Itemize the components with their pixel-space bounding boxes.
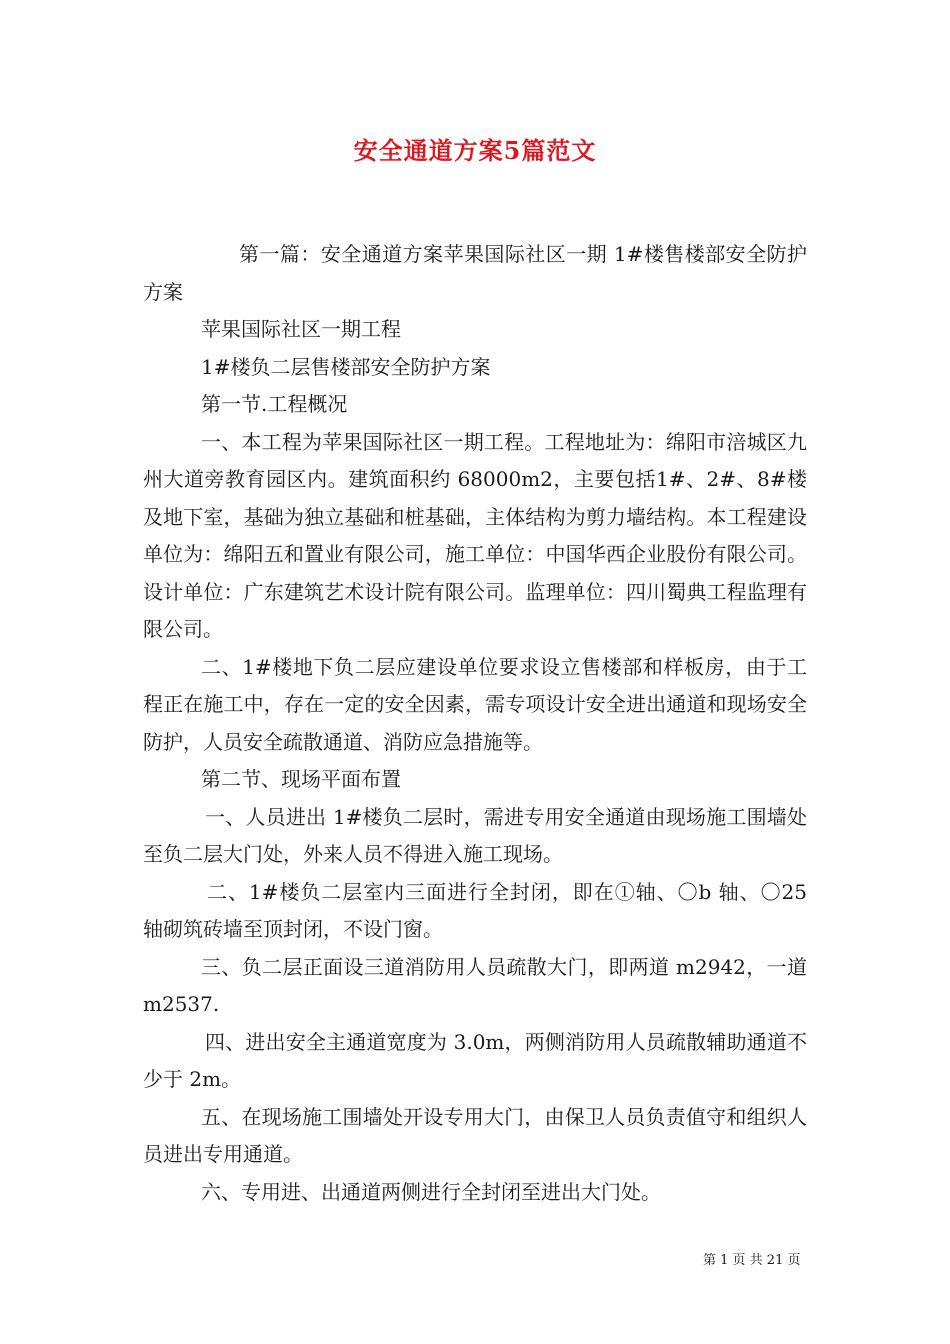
section-heading: 第一篇：安全通道方案苹果国际社区一期 1#楼售楼部安全防护方案 — [143, 242, 807, 304]
page-number: 第 1 页 共 21 页 — [703, 1253, 801, 1268]
paragraph: 四、进出安全主通道宽度为 3.0m，两侧消防用人员疏散辅助通道不少于 2m。 — [143, 1029, 807, 1091]
section-title-2: 第二节、现场平面布置 — [201, 767, 401, 791]
page-title: 安全通道方案5篇范文 — [353, 136, 597, 165]
paragraph: 三、负二层正面设三道消防用人员疏散大门，即两道 m2942，一道 m2537. — [143, 954, 807, 1016]
paragraph: 一、人员进出 1#楼负二层时，需进专用安全通道由现场施工围墙处至负二层大门处，外来人员不得进入施工现场。 — [143, 804, 807, 866]
paragraph: 六、专用进、出通道两侧进行全封闭至进出大门处。 — [201, 1179, 661, 1204]
paragraph: 五、在现场施工围墙处开设专用大门，由保卫人员负责值守和组织人员进出专用通道。 — [143, 1104, 807, 1166]
project-name: 苹果国际社区一期工程 — [201, 317, 401, 341]
paragraph: 一、本工程为苹果国际社区一期工程。工程地址为：绵阳市涪城区九州大道旁教育园区内。建筑面积约 68000m2，主要包括1#、2#、8#楼及地下室，基础为独立基础和桩基础，主体结构为剪力墙结构。本工程建设单位为：绵阳五和置业有限公司，施工单位：中国华西企业股份有限公司。设计单位：广东建筑艺术设计院有限公司。监理单位：四川蜀典工程监理有限公司。 — [143, 429, 807, 641]
paragraph: 二、1#楼地下负二层应建设单位要求设立售楼部和样板房，由于工程正在施工中，存在一定的安全因素，需专项设计安全进出通道和现场安全防护，人员安全疏散通道、消防应急措施等。 — [143, 654, 807, 754]
document-body — [143, 236, 807, 1211]
section-title-1: 第一节.工程概况 — [201, 392, 348, 416]
paragraph: 二、1#楼负二层室内三面进行全封闭，即在①轴、〇b 轴、〇25 轴砌筑砖墙至顶封闭，不设门窗。 — [143, 879, 807, 941]
plan-subtitle: 1#楼负二层售楼部安全防护方案 — [201, 354, 491, 379]
